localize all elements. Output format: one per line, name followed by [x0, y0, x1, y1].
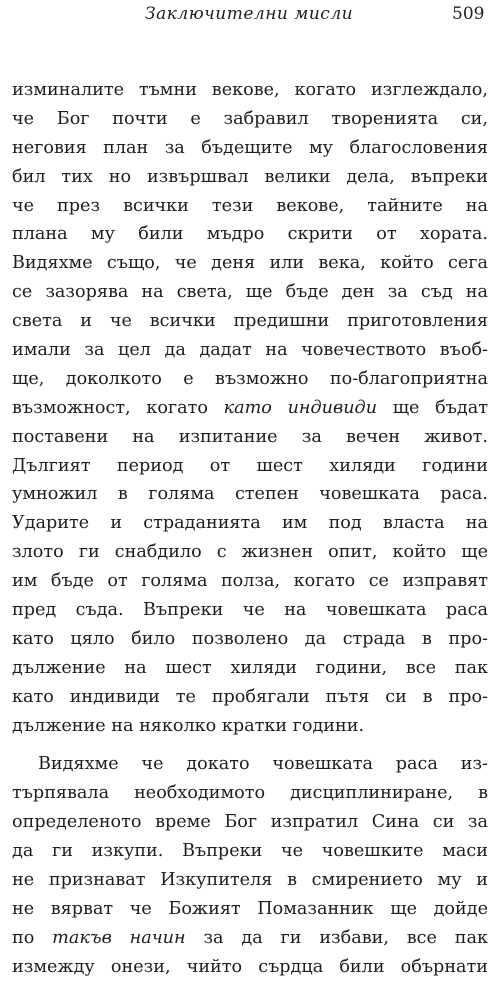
body-text: [12, 76, 488, 982]
page-number: 509: [452, 4, 485, 24]
text-run: ще бъдат: [377, 397, 488, 418]
text-line: поставени на изпитание за вечен живот.: [12, 426, 488, 447]
text-run: по: [12, 927, 53, 948]
text-line: дължение на няколко кратки години.: [12, 715, 365, 736]
text-line: да ги изкупи. Въпреки че човешките маси: [12, 841, 488, 862]
text-line: неговия план за бъдещите му благословения: [12, 137, 488, 158]
text-line: злото ги снабдило с жизнен опит, който ще: [12, 542, 488, 563]
text-line: плана му били мъдро скрити от хората.: [12, 224, 488, 245]
text-line: търпявала необходимото дисциплиниране, в: [12, 783, 488, 804]
paragraph-gap: [12, 740, 488, 750]
italic-emphasis: такъв начин: [52, 927, 186, 948]
text-line: бил тих но извършвал велики дела, въпреки: [12, 166, 488, 187]
text-line: ще, доколкото е възможно по-благоприятна: [12, 368, 488, 389]
running-header: [0, 4, 500, 28]
paragraph-2: [12, 750, 488, 981]
text-line: имали за цел да дадат на човечеството въоб-: [12, 340, 488, 361]
text-line: им бъде от голяма полза, когато се изправят: [12, 571, 488, 592]
text-line-with-emphasis: [12, 924, 488, 953]
text-line: Видяхме че докато човешката раса из-: [38, 754, 488, 775]
text-line-with-emphasis: [12, 394, 488, 423]
text-line: Ударите и страданията им под власта на: [12, 513, 488, 534]
text-line: не признават Изкупителя в смирението му и: [12, 870, 488, 891]
text-line: като цяло било позволено да страда в про-: [12, 628, 488, 649]
text-line: пред съда. Въпреки че на човешката раса: [12, 600, 488, 621]
text-run: възможност, когато: [12, 397, 224, 418]
text-line: определеното време Бог изпратил Сина си за: [12, 812, 488, 833]
text-line: че през всички тези векове, тайните на: [12, 195, 488, 216]
text-line: че Бог почти е забравил творенията си,: [12, 108, 488, 129]
text-line: изминалите тъмни векове, когато изглеждало,: [12, 80, 488, 100]
paragraph-1: [12, 76, 488, 740]
chapter-title: Заключителни мисли: [145, 4, 354, 24]
text-line: Дългият период от шест хиляди години: [12, 455, 488, 476]
text-line: се зазорява на света, ще бъде ден за съд на: [12, 282, 488, 303]
text-line: Видяхме също, че деня или века, който сега: [12, 253, 488, 274]
text-line: не вярват че Божият Помазанник ще дойде: [12, 898, 488, 919]
text-line: света и че всички предишни приготовления: [12, 311, 488, 332]
text-line: дължение на шест хиляди години, все пак: [12, 657, 488, 678]
text-run: за да ги избави, все пак: [185, 927, 488, 948]
italic-emphasis: като индивиди: [223, 397, 378, 418]
text-line: умножил в голяма степен човешката раса.: [12, 484, 488, 505]
text-line: като индивиди те пробягали пътя си в про-: [12, 686, 488, 707]
text-line: измежду онези, чийто сърдца били обърнати: [12, 956, 488, 977]
